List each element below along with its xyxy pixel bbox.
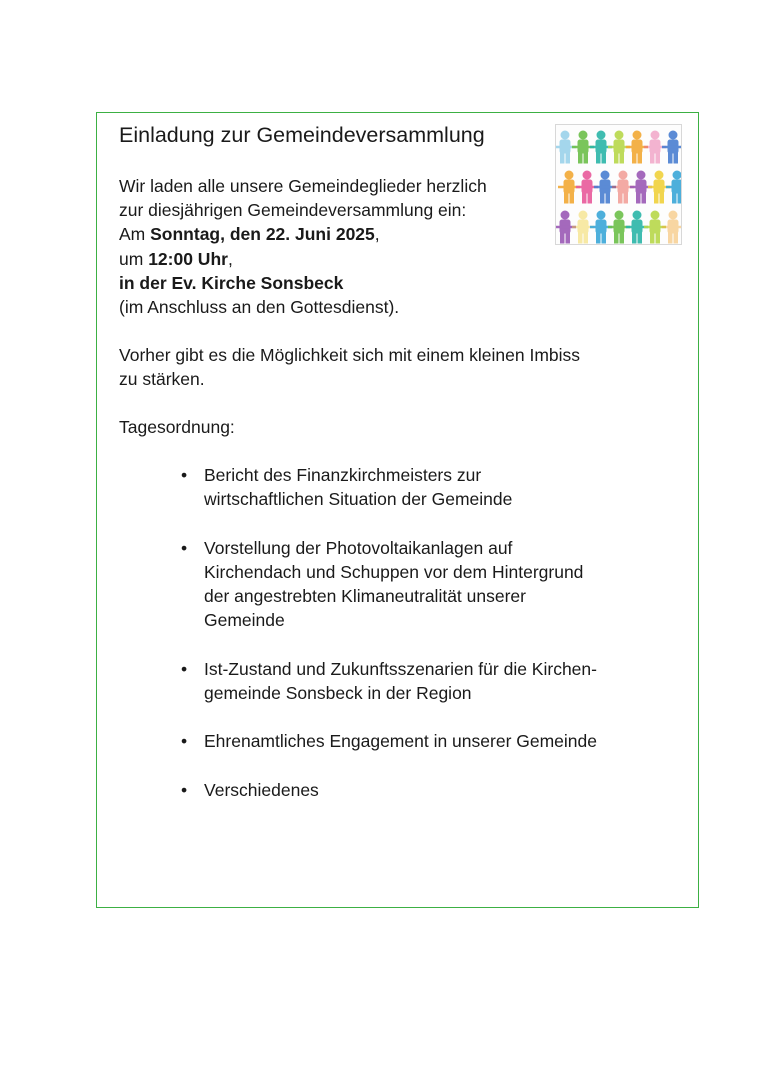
event-time: 12:00 Uhr [148, 248, 228, 269]
snack-line-1: Vorher gibt es die Möglichkeit sich mit einem kleinen Imbiss [119, 345, 581, 365]
bullet-icon: • [181, 465, 188, 485]
agenda-line: Kirchendach und Schuppen vor dem Hintergrund [204, 561, 584, 582]
agenda-heading: Tagesordnung: [119, 417, 235, 437]
bullet-icon: • [181, 731, 188, 752]
agenda-item [181, 778, 661, 802]
bullet-icon: • [181, 779, 188, 800]
person-figure-icon [662, 211, 681, 243]
bullet-icon: • [181, 537, 188, 558]
event-place: in der Ev. Kirche Sonsbeck [119, 272, 344, 293]
invitation-intro [119, 174, 549, 319]
agenda-item [181, 729, 661, 753]
agenda-line: Ehrenamtliches Engagement in unserer Gemeinde [204, 731, 597, 752]
um-text: um [119, 248, 149, 269]
person-figure-icon [662, 131, 681, 163]
agenda-line: wirtschaftlichen Situation der Gemeinde [204, 489, 513, 510]
person-figure-icon [666, 171, 681, 203]
agenda-item [181, 657, 661, 705]
event-date: Sonntag, den 22. Juni 2025 [150, 224, 375, 245]
am-text: Am [119, 224, 151, 245]
page-title: Einladung zur Gemeindeversammlung [119, 123, 485, 147]
agenda-line: Verschiedenes [204, 779, 319, 800]
intro-note: (im Anschluss an den Gottesdienst). [119, 297, 400, 318]
snack-line-2: zu stärken. [119, 369, 205, 390]
agenda-line: der angestrebten Klimaneutralität unserer [204, 586, 526, 606]
agenda-item [181, 536, 661, 633]
intro-date-line [119, 222, 549, 246]
agenda-line: Vorstellung der Photovoltaikanlagen auf [204, 537, 513, 558]
agenda-line: Bericht des Finanzkirchmeisters zur [204, 465, 482, 485]
agenda-line: Gemeinde [204, 610, 285, 631]
comma: , [374, 224, 380, 245]
agenda-line: gemeinde Sonsbeck in der Region [204, 682, 472, 703]
agenda-item [181, 463, 661, 511]
intro-place-line [119, 271, 549, 295]
colorful-people-figures-icon [556, 125, 681, 244]
people-image [555, 124, 682, 245]
intro-line-1: Wir laden alle unsere Gemeindeglieder herzlich [119, 176, 487, 196]
bullet-icon: • [181, 658, 188, 679]
snack-paragraph [119, 343, 659, 391]
comma: , [227, 248, 233, 269]
intro-line-2: zur diesjährigen Gemeindeversammlung ein: [119, 200, 467, 221]
agenda-list [181, 463, 661, 826]
agenda-line: Ist-Zustand und Zukunftsszenarien für die Kirchen- [204, 658, 597, 679]
intro-time-line [119, 247, 549, 271]
